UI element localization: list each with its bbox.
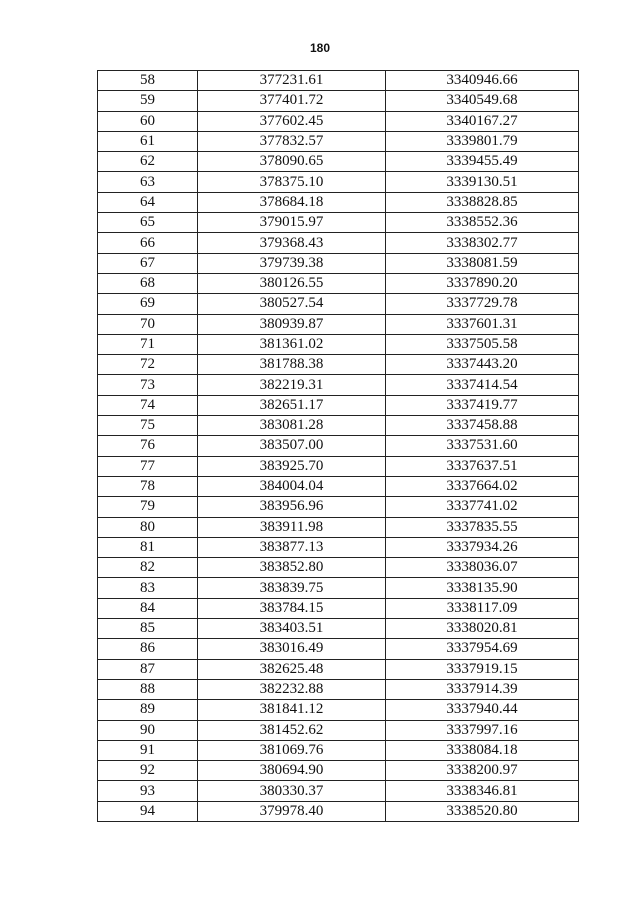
point-number-cell: 71 <box>98 334 198 354</box>
table-row <box>98 436 579 456</box>
x-coordinate-cell: 382651.17 <box>198 395 386 415</box>
table-row <box>98 416 579 436</box>
table-row <box>98 273 579 293</box>
point-number-cell: 64 <box>98 192 198 212</box>
y-coordinate-cell: 3338828.85 <box>386 192 579 212</box>
table-row <box>98 497 579 517</box>
x-coordinate-cell: 378090.65 <box>198 152 386 172</box>
x-coordinate-cell: 383507.00 <box>198 436 386 456</box>
y-coordinate-cell: 3338346.81 <box>386 781 579 801</box>
y-coordinate-cell: 3338020.81 <box>386 619 579 639</box>
y-coordinate-cell: 3337940.44 <box>386 700 579 720</box>
x-coordinate-cell: 379015.97 <box>198 213 386 233</box>
x-coordinate-cell: 380694.90 <box>198 761 386 781</box>
table-row <box>98 679 579 699</box>
point-number-cell: 78 <box>98 476 198 496</box>
y-coordinate-cell: 3337419.77 <box>386 395 579 415</box>
table-row <box>98 111 579 131</box>
point-number-cell: 89 <box>98 700 198 720</box>
x-coordinate-cell: 377231.61 <box>198 71 386 91</box>
y-coordinate-cell: 3338036.07 <box>386 558 579 578</box>
table-row <box>98 314 579 334</box>
table-row <box>98 253 579 273</box>
table-row <box>98 152 579 172</box>
point-number-cell: 79 <box>98 497 198 517</box>
x-coordinate-cell: 383839.75 <box>198 578 386 598</box>
y-coordinate-cell: 3337443.20 <box>386 355 579 375</box>
x-coordinate-cell: 382232.88 <box>198 679 386 699</box>
x-coordinate-cell: 377832.57 <box>198 131 386 151</box>
y-coordinate-cell: 3340167.27 <box>386 111 579 131</box>
point-number-cell: 62 <box>98 152 198 172</box>
y-coordinate-cell: 3337954.69 <box>386 639 579 659</box>
x-coordinate-cell: 379739.38 <box>198 253 386 273</box>
table-row <box>98 659 579 679</box>
point-number-cell: 68 <box>98 273 198 293</box>
x-coordinate-cell: 381788.38 <box>198 355 386 375</box>
point-number-cell: 65 <box>98 213 198 233</box>
y-coordinate-cell: 3340549.68 <box>386 91 579 111</box>
coordinate-table <box>97 70 579 822</box>
x-coordinate-cell: 384004.04 <box>198 476 386 496</box>
table-row <box>98 294 579 314</box>
x-coordinate-cell: 380939.87 <box>198 314 386 334</box>
y-coordinate-cell: 3337664.02 <box>386 476 579 496</box>
x-coordinate-cell: 377401.72 <box>198 91 386 111</box>
y-coordinate-cell: 3337637.51 <box>386 456 579 476</box>
y-coordinate-cell: 3337934.26 <box>386 537 579 557</box>
table-row <box>98 375 579 395</box>
y-coordinate-cell: 3337741.02 <box>386 497 579 517</box>
point-number-cell: 80 <box>98 517 198 537</box>
y-coordinate-cell: 3338552.36 <box>386 213 579 233</box>
point-number-cell: 85 <box>98 619 198 639</box>
y-coordinate-cell: 3337458.88 <box>386 416 579 436</box>
x-coordinate-cell: 383403.51 <box>198 619 386 639</box>
table-row <box>98 801 579 821</box>
y-coordinate-cell: 3337414.54 <box>386 375 579 395</box>
point-number-cell: 91 <box>98 740 198 760</box>
table-row <box>98 233 579 253</box>
table-row <box>98 71 579 91</box>
point-number-cell: 75 <box>98 416 198 436</box>
x-coordinate-cell: 381452.62 <box>198 720 386 740</box>
table-row <box>98 91 579 111</box>
table-row <box>98 476 579 496</box>
point-number-cell: 60 <box>98 111 198 131</box>
y-coordinate-cell: 3340946.66 <box>386 71 579 91</box>
table-row <box>98 334 579 354</box>
point-number-cell: 76 <box>98 436 198 456</box>
x-coordinate-cell: 383784.15 <box>198 598 386 618</box>
point-number-cell: 94 <box>98 801 198 821</box>
x-coordinate-cell: 381361.02 <box>198 334 386 354</box>
y-coordinate-cell: 3339130.51 <box>386 172 579 192</box>
y-coordinate-cell: 3338520.80 <box>386 801 579 821</box>
y-coordinate-cell: 3338081.59 <box>386 253 579 273</box>
y-coordinate-cell: 3337835.55 <box>386 517 579 537</box>
table-row <box>98 558 579 578</box>
point-number-cell: 86 <box>98 639 198 659</box>
x-coordinate-cell: 381069.76 <box>198 740 386 760</box>
y-coordinate-cell: 3338135.90 <box>386 578 579 598</box>
y-coordinate-cell: 3339455.49 <box>386 152 579 172</box>
table-row <box>98 395 579 415</box>
point-number-cell: 92 <box>98 761 198 781</box>
table-row <box>98 740 579 760</box>
x-coordinate-cell: 381841.12 <box>198 700 386 720</box>
table-row <box>98 456 579 476</box>
table-row <box>98 213 579 233</box>
point-number-cell: 81 <box>98 537 198 557</box>
point-number-cell: 67 <box>98 253 198 273</box>
y-coordinate-cell: 3337505.58 <box>386 334 579 354</box>
y-coordinate-cell: 3337601.31 <box>386 314 579 334</box>
point-number-cell: 72 <box>98 355 198 375</box>
table-row <box>98 172 579 192</box>
y-coordinate-cell: 3338200.97 <box>386 761 579 781</box>
point-number-cell: 82 <box>98 558 198 578</box>
y-coordinate-cell: 3338084.18 <box>386 740 579 760</box>
x-coordinate-cell: 383877.13 <box>198 537 386 557</box>
x-coordinate-cell: 380126.55 <box>198 273 386 293</box>
point-number-cell: 61 <box>98 131 198 151</box>
table-row <box>98 720 579 740</box>
point-number-cell: 70 <box>98 314 198 334</box>
page-number: 180 <box>309 41 331 55</box>
table-row <box>98 700 579 720</box>
point-number-cell: 69 <box>98 294 198 314</box>
y-coordinate-cell: 3337914.39 <box>386 679 579 699</box>
table-row <box>98 619 579 639</box>
point-number-cell: 93 <box>98 781 198 801</box>
x-coordinate-cell: 382625.48 <box>198 659 386 679</box>
point-number-cell: 77 <box>98 456 198 476</box>
y-coordinate-cell: 3337890.20 <box>386 273 579 293</box>
y-coordinate-cell: 3338302.77 <box>386 233 579 253</box>
table-row <box>98 517 579 537</box>
point-number-cell: 63 <box>98 172 198 192</box>
y-coordinate-cell: 3337531.60 <box>386 436 579 456</box>
x-coordinate-cell: 383081.28 <box>198 416 386 436</box>
point-number-cell: 84 <box>98 598 198 618</box>
x-coordinate-cell: 383925.70 <box>198 456 386 476</box>
table-row <box>98 598 579 618</box>
x-coordinate-cell: 383852.80 <box>198 558 386 578</box>
x-coordinate-cell: 383911.98 <box>198 517 386 537</box>
point-number-cell: 90 <box>98 720 198 740</box>
table-row <box>98 761 579 781</box>
x-coordinate-cell: 379368.43 <box>198 233 386 253</box>
x-coordinate-cell: 379978.40 <box>198 801 386 821</box>
table-row <box>98 537 579 557</box>
point-number-cell: 59 <box>98 91 198 111</box>
table-row <box>98 578 579 598</box>
y-coordinate-cell: 3337919.15 <box>386 659 579 679</box>
table-row <box>98 781 579 801</box>
y-coordinate-cell: 3337729.78 <box>386 294 579 314</box>
table-row <box>98 131 579 151</box>
y-coordinate-cell: 3338117.09 <box>386 598 579 618</box>
table-row <box>98 355 579 375</box>
x-coordinate-cell: 383016.49 <box>198 639 386 659</box>
coordinate-table-body <box>98 71 579 822</box>
x-coordinate-cell: 378375.10 <box>198 172 386 192</box>
x-coordinate-cell: 380330.37 <box>198 781 386 801</box>
x-coordinate-cell: 377602.45 <box>198 111 386 131</box>
point-number-cell: 66 <box>98 233 198 253</box>
y-coordinate-cell: 3337997.16 <box>386 720 579 740</box>
x-coordinate-cell: 383956.96 <box>198 497 386 517</box>
point-number-cell: 58 <box>98 71 198 91</box>
table-row <box>98 192 579 212</box>
point-number-cell: 83 <box>98 578 198 598</box>
table-row <box>98 639 579 659</box>
x-coordinate-cell: 378684.18 <box>198 192 386 212</box>
point-number-cell: 88 <box>98 679 198 699</box>
point-number-cell: 73 <box>98 375 198 395</box>
x-coordinate-cell: 380527.54 <box>198 294 386 314</box>
y-coordinate-cell: 3339801.79 <box>386 131 579 151</box>
point-number-cell: 87 <box>98 659 198 679</box>
point-number-cell: 74 <box>98 395 198 415</box>
x-coordinate-cell: 382219.31 <box>198 375 386 395</box>
